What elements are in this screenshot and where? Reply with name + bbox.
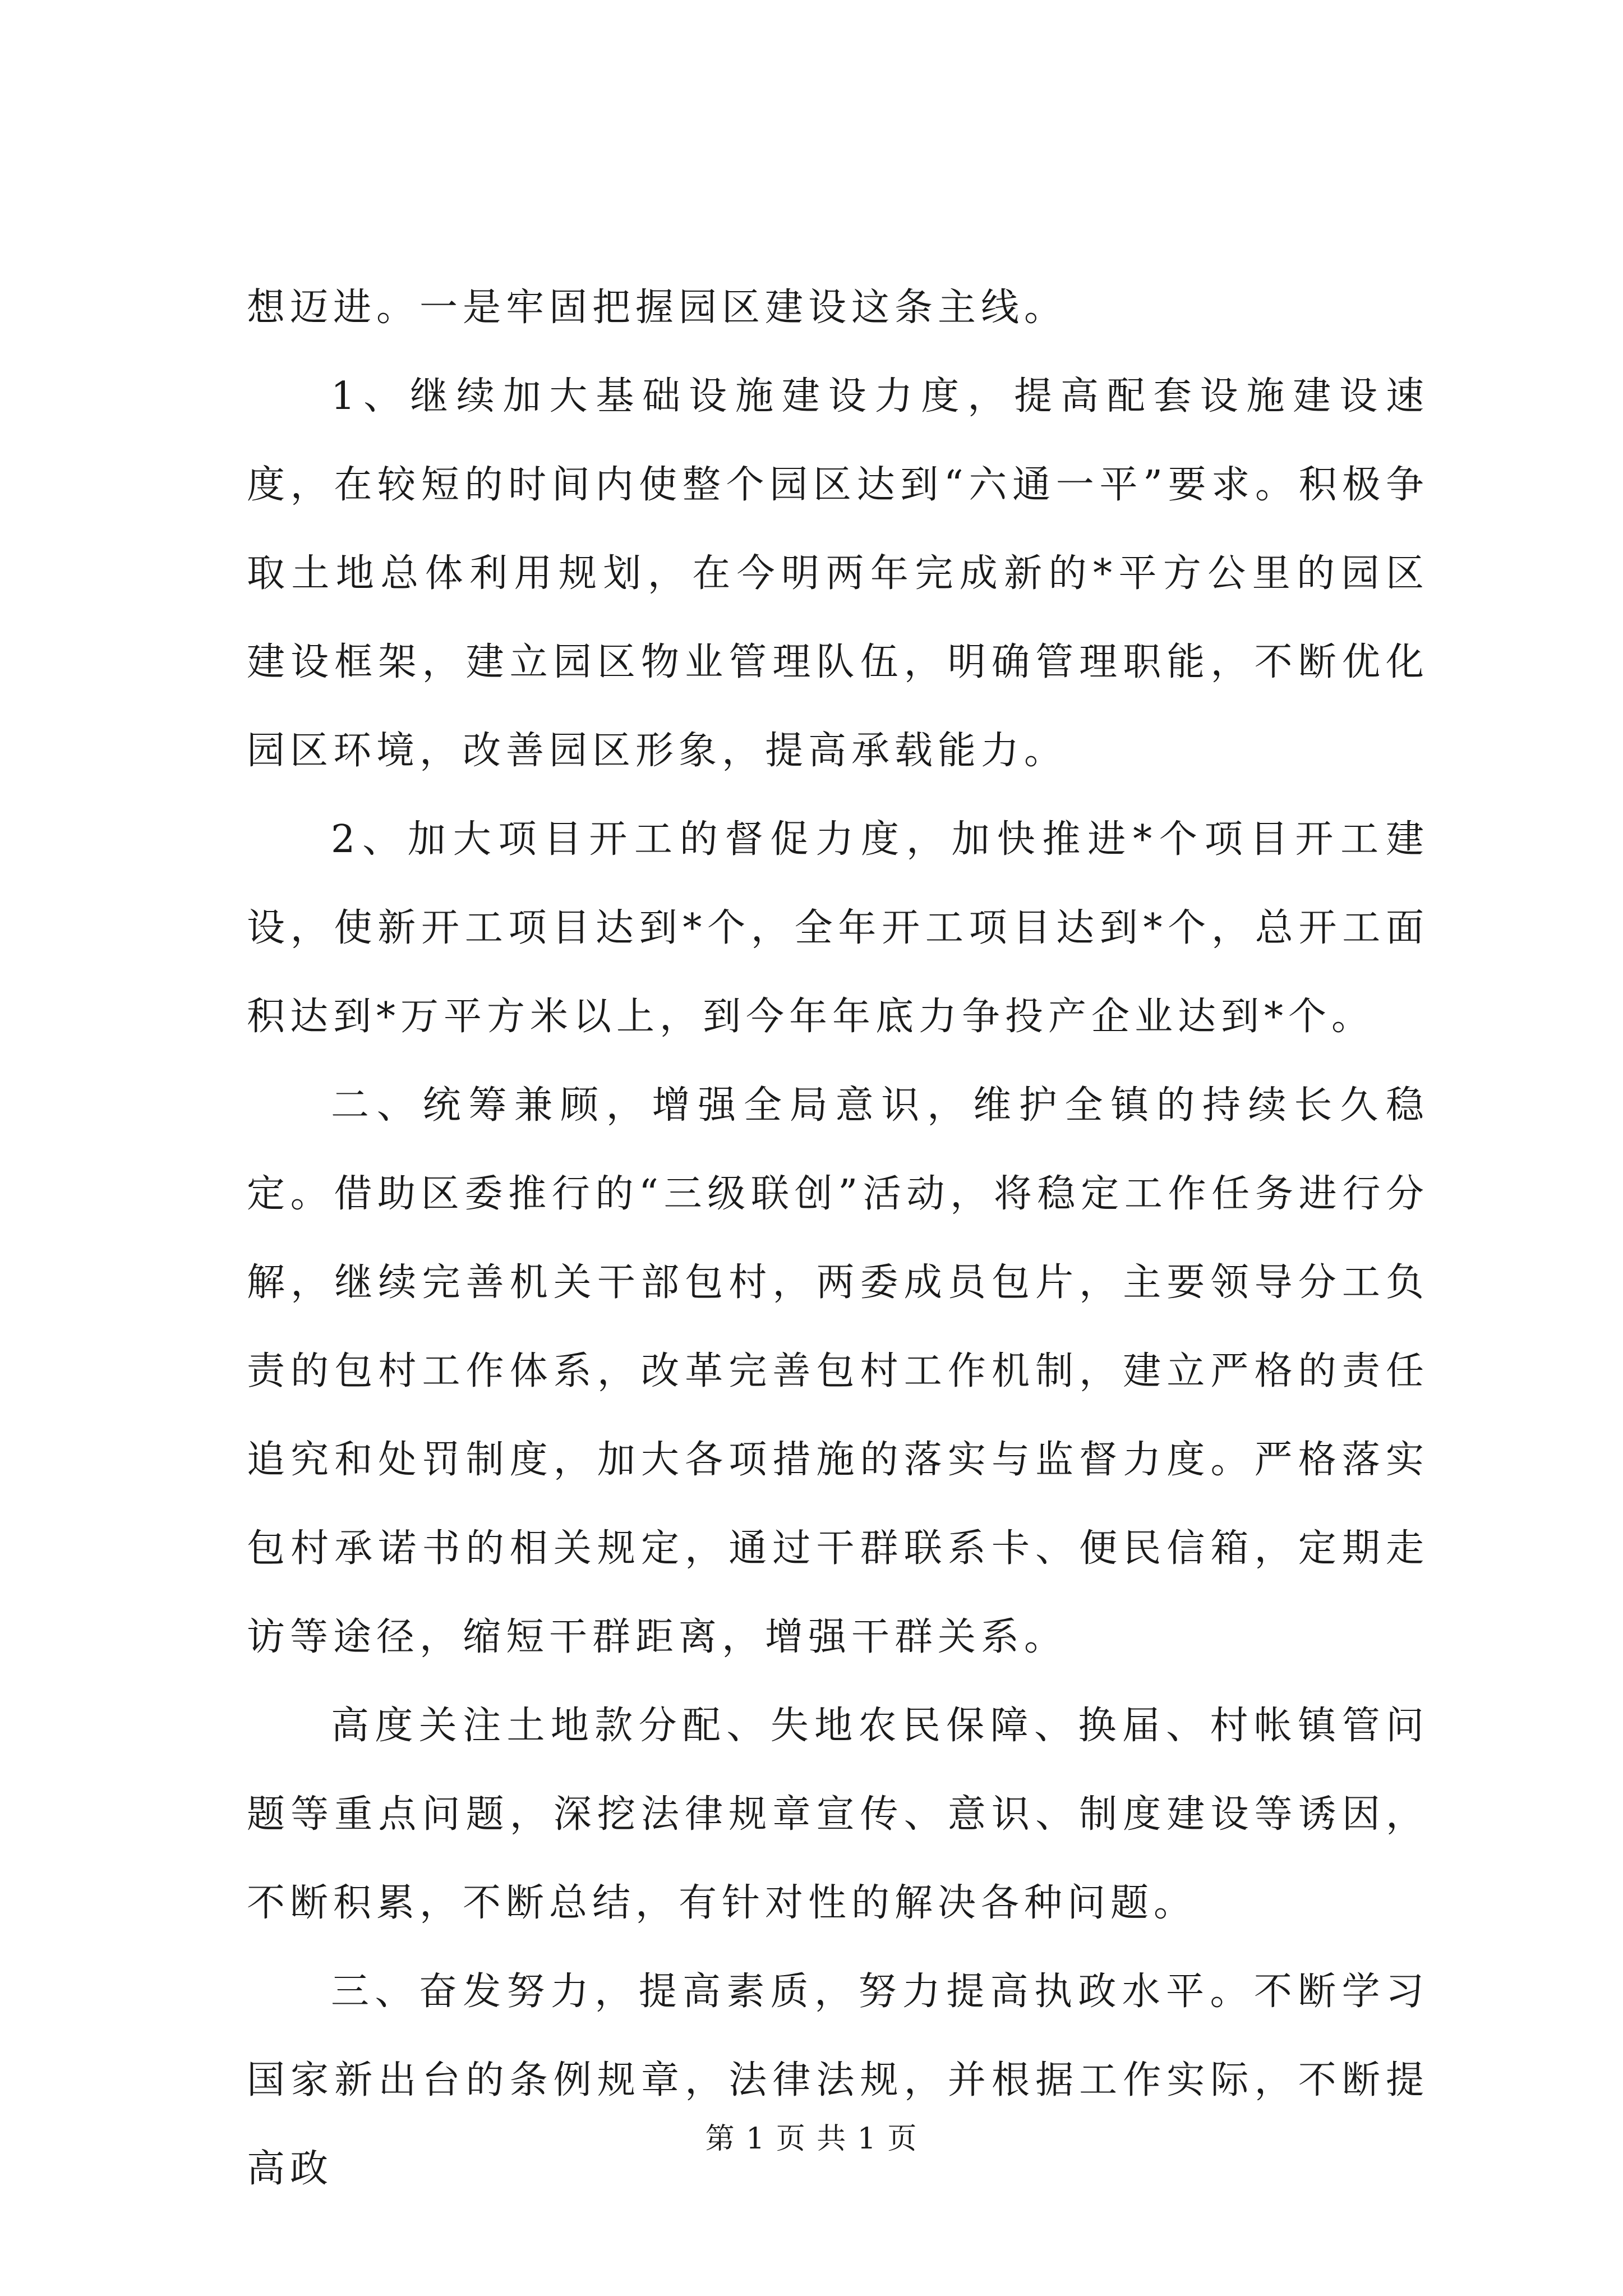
document-body [247,264,1429,2214]
paragraph-section-2: 二、统筹兼顾，增强全局意识，维护全镇的持续长久稳定。借助区委推行的“三级联创”活动，将稳定工作任务进行分解，继续完善机关干部包村，两委成员包片，主要领导分工负责的包村工作体系，改革完善包村工作机制，建立严格的责任追究和处罚制度，加大各项措施的落实与监督力度。严格落实包村承诺书的相关规定，通过干群联系卡、便民信箱，定期走访等途径，缩短干群距离，增强干群关系。 [247,1083,1429,1659]
paragraph-item-1: 1、继续加大基础设施建设力度，提高配套设施建设速度，在较短的时间内使整个园区达到“六通一平”要求。积极争取土地总体利用规划，在今明两年完成新的*平方公里的园区建设框架，建立园区物业管理队伍，明确管理职能，不断优化园区环境，改善园区形象，提高承载能力。 [247,374,1429,773]
paragraph-key-issues: 高度关注土地款分配、失地农民保障、换届、村帐镇管问题等重点问题，深挖法律规章宣传、意识、制度建设等诱因，不断积累，不断总结，有针对性的解决各种问题。 [247,1704,1429,1925]
page-footer: 第 1 页 共 1 页 [705,2122,918,2156]
paragraph-continuation: 想迈进。一是牢固把握园区建设这条主线。 [247,286,1068,330]
paragraph-section-3: 三、奋发努力，提高素质，努力提高执政水平。不断学习国家新出台的条例规章，法律法规，并根据工作实际，不断提高政 [247,1970,1429,2191]
paragraph-item-2: 2、加大项目开工的督促力度，加快推进*个项目开工建设，使新开工项目达到*个，全年开工项目达到*个，总开工面积达到*万平方米以上，到今年年底力争投产企业达到*个。 [247,817,1429,1039]
